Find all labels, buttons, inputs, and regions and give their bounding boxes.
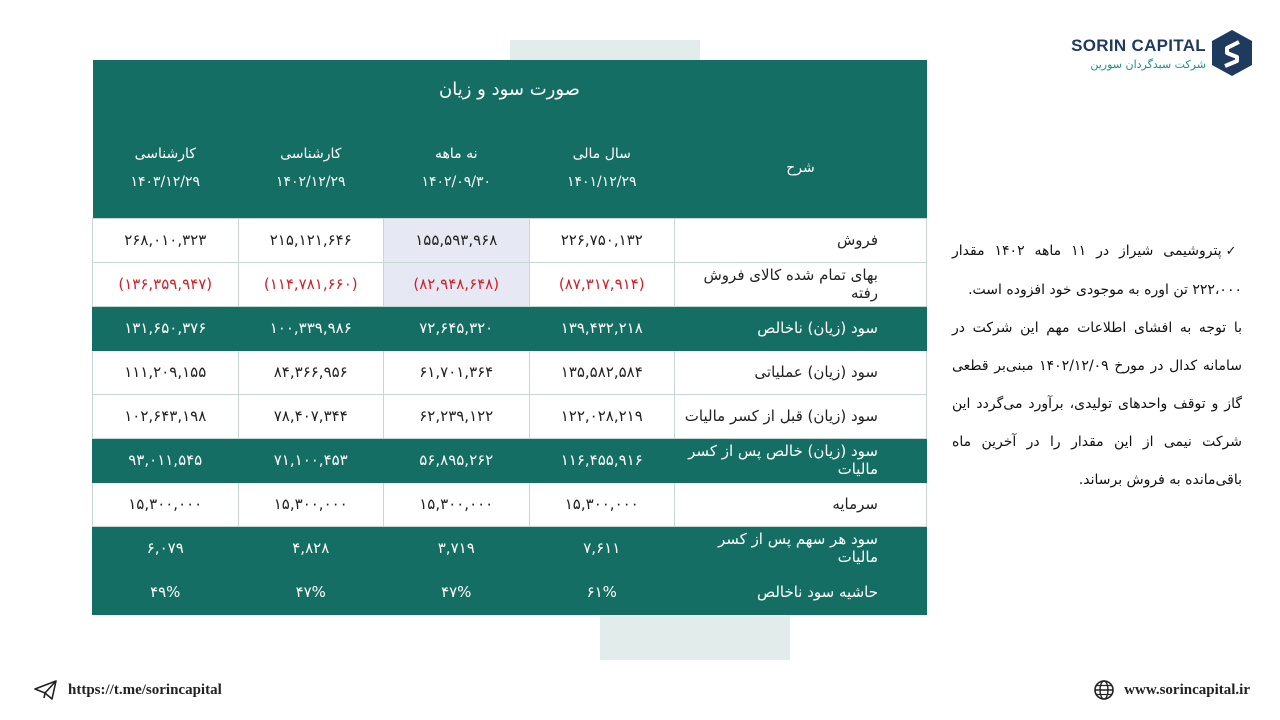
table-cell: (۱۱۴,۷۸۱,۶۶۰) (238, 262, 384, 306)
row-label: فروش (675, 218, 927, 262)
note-paragraph-1: ✓پتروشیمی شیراز در ۱۱ ماهه ۱۴۰۲ مقدار ۲۲۲،۰۰۰ تن اوره به موجودی خود افزوده است. (952, 243, 1242, 298)
table-cell: ۷۱,۱۰۰,۴۵۳ (238, 438, 384, 482)
table-row (93, 482, 927, 526)
website-url[interactable]: www.sorincapital.ir (1124, 681, 1250, 698)
table-cell: ۱۱۱,۲۰۹,۱۵۵ (93, 350, 239, 394)
table-cell: ۱۵,۳۰۰,۰۰۰ (384, 482, 530, 526)
table-cell: ۱۲۲,۰۲۸,۲۱۹ (529, 394, 675, 438)
table-cell: ۱۳۹,۴۳۲,۲۱۸ (529, 306, 675, 350)
table-row (93, 262, 927, 306)
table-row (93, 570, 927, 614)
table-cell: ۷۲,۶۴۵,۳۲۰ (384, 306, 530, 350)
header-column-3: کارشناسی ۱۴۰۲/۱۲/۲۹ (238, 118, 384, 218)
table-cell: ۵۶,۸۹۵,۲۶۲ (384, 438, 530, 482)
table-cell: ۲۱۵,۱۲۱,۶۴۶ (238, 218, 384, 262)
table-row (93, 438, 927, 482)
row-label: سرمایه (675, 482, 927, 526)
table-row (93, 218, 927, 262)
brand-name: SORIN CAPITAL (1071, 35, 1206, 55)
table-cell: (۸۲,۹۴۸,۶۴۸) (384, 262, 530, 306)
table-row (93, 526, 927, 570)
row-label: حاشیه سود ناخالص (675, 570, 927, 614)
income-statement-table (92, 60, 927, 615)
row-label: سود (زیان) خالص پس از کسر مالیات (675, 438, 927, 482)
table-cell: ۸۴,۳۶۶,۹۵۶ (238, 350, 384, 394)
table-row (93, 306, 927, 350)
brand-logo (1071, 30, 1252, 76)
table-cell: ۱۳۱,۶۵۰,۳۷۶ (93, 306, 239, 350)
globe-icon (1094, 680, 1114, 700)
table-cell: ۷,۶۱۱ (529, 526, 675, 570)
table-cell: (۱۳۶,۳۵۹,۹۴۷) (93, 262, 239, 306)
row-label: سود (زیان) ناخالص (675, 306, 927, 350)
table-cell: ۲۲۶,۷۵۰,۱۳۲ (529, 218, 675, 262)
table-cell: ۷۸,۴۰۷,۳۴۴ (238, 394, 384, 438)
table-cell: ۴۷% (384, 570, 530, 614)
header-description: شرح (675, 118, 927, 218)
telegram-icon (34, 680, 58, 700)
website-link[interactable] (1094, 680, 1250, 700)
note-paragraph-2: با توجه به افشای اطلاعات مهم این شرکت در سامانه کدال در مورخ ۱۴۰۲/۱۲/۰۹ مبنی‌بر قطعی گاز و توقف واحدهای تولیدی، برآورد می‌گردد این شرکت نیمی از این مقدار را در آخرین ماه باقی‌مانده به فروش برساند. (952, 320, 1242, 488)
table-cell: ۱۰۰,۳۳۹,۹۸۶ (238, 306, 384, 350)
header-column-4: کارشناسی ۱۴۰۳/۱۲/۲۹ (93, 118, 239, 218)
table-cell: ۱۵,۳۰۰,۰۰۰ (93, 482, 239, 526)
row-label: سود (زیان) قبل از کسر مالیات (675, 394, 927, 438)
row-label: بهای تمام شده کالای فروش رفته (675, 262, 927, 306)
table-cell: ۶,۰۷۹ (93, 526, 239, 570)
table-cell: ۱۰۲,۶۴۳,۱۹۸ (93, 394, 239, 438)
table-cell: ۱۱۶,۴۵۵,۹۱۶ (529, 438, 675, 482)
row-label: سود هر سهم پس از کسر مالیات (675, 526, 927, 570)
check-icon: ✓ (1225, 244, 1242, 259)
table-cell: ۲۶۸,۰۱۰,۳۲۳ (93, 218, 239, 262)
table-row (93, 394, 927, 438)
table-cell: ۴۹% (93, 570, 239, 614)
table-cell: ۶۱,۷۰۱,۳۶۴ (384, 350, 530, 394)
table-cell: ۱۵۵,۵۹۳,۹۶۸ (384, 218, 530, 262)
table-row (93, 350, 927, 394)
table-title: صورت سود و زیان (93, 60, 927, 118)
table-cell: (۸۷,۳۱۷,۹۱۴) (529, 262, 675, 306)
table-cell: ۱۳۵,۵۸۲,۵۸۴ (529, 350, 675, 394)
table-cell: ۴۷% (238, 570, 384, 614)
table-cell: ۱۵,۳۰۰,۰۰۰ (238, 482, 384, 526)
table-cell: ۴,۸۲۸ (238, 526, 384, 570)
brand-subtitle: شرکت سبدگردان سورین (1090, 57, 1206, 71)
table-cell: ۳,۷۱۹ (384, 526, 530, 570)
sorin-logo-icon (1212, 30, 1252, 76)
header-column-1: سال مالی ۱۴۰۱/۱۲/۲۹ (529, 118, 675, 218)
table-cell: ۹۳,۰۱۱,۵۴۵ (93, 438, 239, 482)
telegram-url[interactable]: https://t.me/sorincapital (68, 681, 222, 698)
telegram-link[interactable] (34, 680, 222, 700)
row-label: سود (زیان) عملیاتی (675, 350, 927, 394)
table-cell: ۶۱% (529, 570, 675, 614)
header-column-2: نه ماهه ۱۴۰۲/۰۹/۳۰ (384, 118, 530, 218)
notes-panel (952, 232, 1242, 499)
table-cell: ۶۲,۲۳۹,۱۲۲ (384, 394, 530, 438)
table-cell: ۱۵,۳۰۰,۰۰۰ (529, 482, 675, 526)
